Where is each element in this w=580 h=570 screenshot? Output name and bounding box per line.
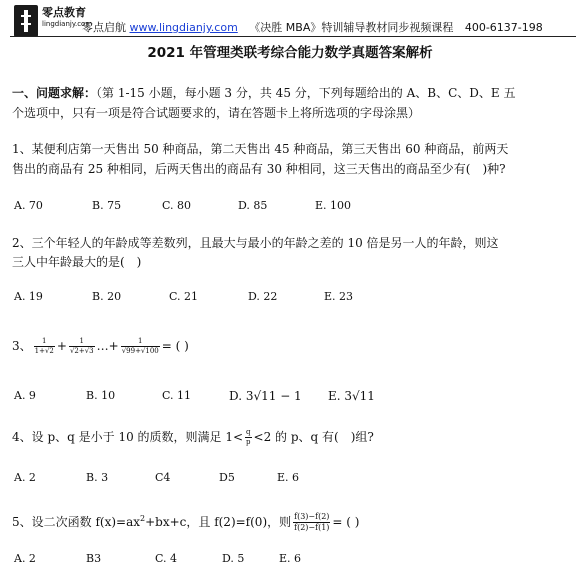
option-b: B. 20 (92, 290, 122, 303)
option-c: C. 21 (169, 290, 199, 303)
option-d: D. 85 (238, 199, 268, 212)
question-1-options (14, 199, 574, 213)
course-label: 《决胜 MBA》特训辅导教材同步视频课程 (249, 21, 454, 34)
option-a: A. 2 (14, 471, 36, 484)
option-c: C. 11 (162, 389, 192, 402)
option-a: A. 2 (14, 552, 36, 565)
question-3-tail: = ( ) (161, 339, 189, 353)
option-c: C. 4 (155, 552, 178, 565)
question-3: 3、 $\frac{1}{1+√2}$ + $\frac{1}{√2+√3}$ …+ $\frac{1}{√99+√100}$ = ( ) (12, 337, 189, 355)
section-intro (12, 84, 515, 101)
phone-number: 400-6137-198 (464, 21, 543, 34)
question-3-options (14, 389, 574, 403)
fraction-2: $\frac{1}{√2+√3}$ (69, 337, 94, 355)
option-e: E. 23 (324, 290, 354, 303)
page-header (0, 0, 580, 40)
fraction-f-ratio: $\frac{f(3)-f(2)}{f(2)-f(1)}$ (294, 512, 330, 532)
fraction-q-over-p: $\frac{q}{p}$ (246, 428, 251, 446)
option-e: E. 6 (279, 552, 302, 565)
question-5: 5、设二次函数 $f(x)=ax^2+bx+c$，且 f(2)=f(0)，则 $\frac{f(3)-f(2)}{f(2)-f(1)}$ = ( ) (12, 512, 360, 532)
question-4: 4、设 p、q 是小于 10 的质数，则满足 1< $\frac{q}{p}$ <2 的 p、q 有( )组? (12, 428, 374, 446)
nav-label: 零点启航 (82, 21, 126, 34)
option-a: A. 70 (14, 199, 43, 212)
brand-subtitle: lingdianjy.com (42, 20, 93, 28)
question-1-line-2: 售出的商品有 25 种相同，后两天售出的商品有 30 种相同，这三天售出的商品至少有( )种? (12, 162, 506, 176)
question-2-line-1: 2、三个年轻人的年龄成等差数列，且最大与最小的年龄之差的 10 倍是另一人的年龄，则这 (12, 236, 499, 250)
question-1-line-1: 1、某便利店第一天售出 50 种商品，第二天售出 45 种商品，第三天售出 60 种商品，前两天 (12, 142, 509, 156)
question-3-number: 3、 (12, 339, 32, 353)
option-b: B3 (86, 552, 102, 565)
question-2-options (14, 290, 574, 304)
option-d: D5 (219, 471, 235, 484)
page-title: 2021 年管理类联考综合能力数学真题答案解析 (147, 45, 433, 61)
option-e: E. 6 (277, 471, 300, 484)
option-b: B. 3 (86, 471, 109, 484)
question-4-options (14, 471, 574, 485)
option-e: E. 100 (315, 199, 352, 212)
section-instructions-cont: 个选项中，只有一项是符合试题要求的，请在答题卡上将所选项的字母涂黑） (12, 106, 421, 120)
fraction-3: $\frac{1}{√99+√100}$ (121, 337, 159, 355)
header-divider (10, 36, 576, 37)
logo-icon (19, 9, 33, 33)
section-instructions: （第 1-15 小题，每小题 3 分，共 45 分，下列每题给出的 A、B、C、D、E 五 (96, 86, 516, 100)
option-b: B. 10 (86, 389, 116, 402)
section-heading: 一、问题求解： (12, 86, 97, 100)
option-c: C. 80 (162, 199, 192, 212)
brand-logo (14, 5, 38, 37)
question-5-options (14, 552, 574, 566)
option-d: D. 3√11 − 1 (229, 389, 302, 403)
option-a: A. 9 (14, 389, 36, 402)
question-2-line-2: 三人中年龄最大的是( ) (12, 255, 142, 269)
option-c: C4 (155, 471, 171, 484)
site-link[interactable]: www.lingdianjy.com (129, 21, 238, 34)
option-b: B. 75 (92, 199, 122, 212)
header-info (82, 19, 543, 35)
fraction-1: $\frac{1}{1+√2}$ (34, 337, 54, 355)
brand-name: 零点教育 (42, 6, 86, 19)
option-d: D. 5 (222, 552, 245, 565)
option-d: D. 22 (248, 290, 278, 303)
option-e: E. 3√11 (328, 389, 375, 403)
option-a: A. 19 (14, 290, 43, 303)
